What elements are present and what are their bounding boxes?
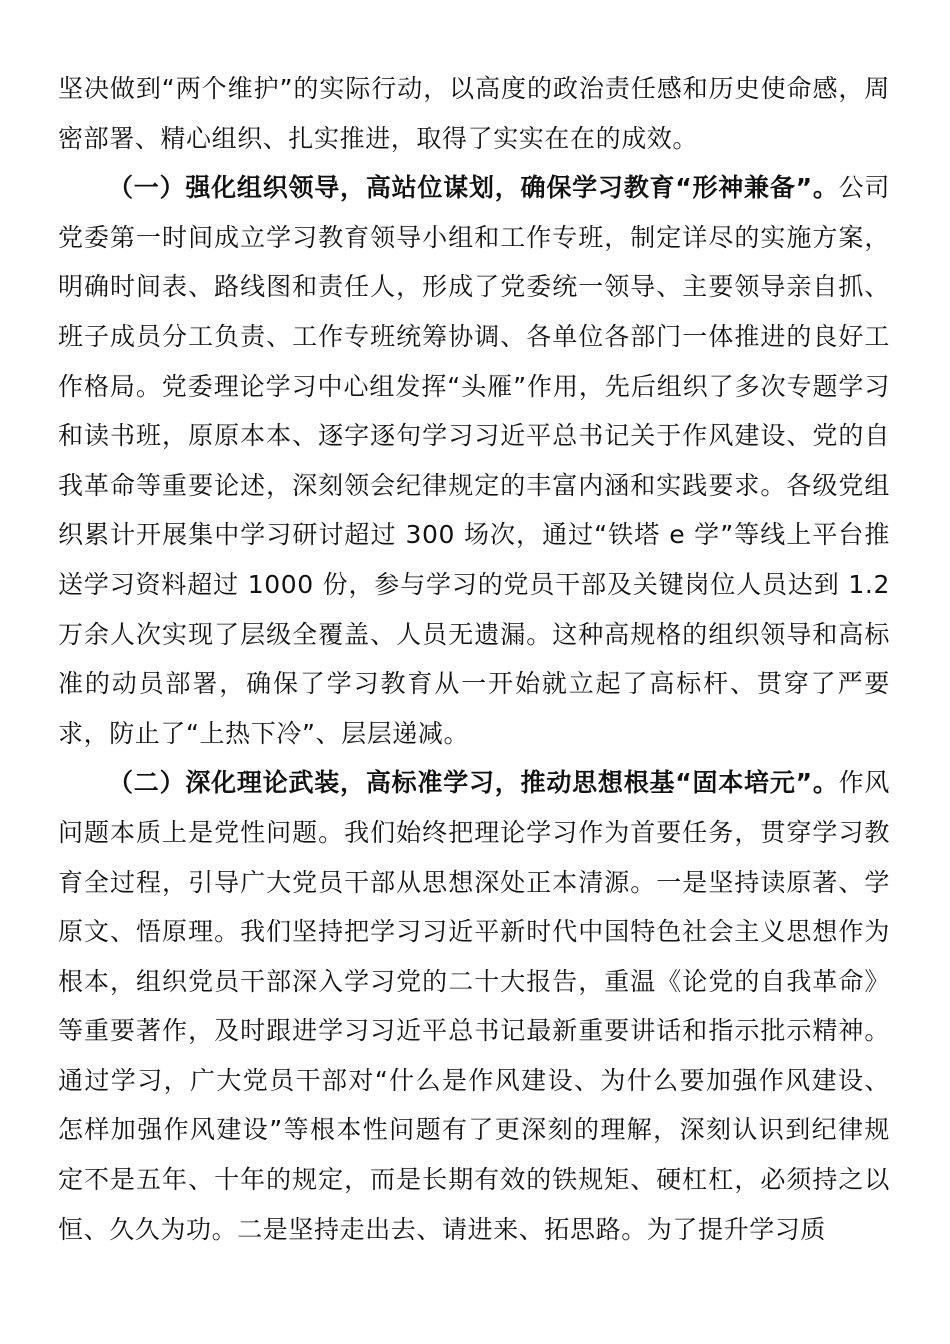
paragraph-section-1 <box>58 163 890 758</box>
section-2-text: 作风问题本质上是党性问题。我们始终把理论学习作为首要任务，贯穿学习教育全过程，引导广大党员干部从思想深处正本清源。一是坚持读原著、学原文、悟原理。我们坚持把学习习近平新时代中国特色社会主义思想作为根本，组织党员干部深入学习党的二十大报告，重温《论党的自我革命》等重要著作，及时跟进学习习近平总书记最新重要讲话和指示批示精神。通过学习，广大党员干部对“什么是作风建设、为什么要加强作风建设、怎样加强作风建设”等根本性问题有了更深刻的理解，深刻认识到纪律规定不是五年、十年的规定，而是长期有效的铁规矩、硬杠杠，必须持之以恒、久久为功。二是坚持走出去、请进来、拓思路。为了提升学习质 <box>58 768 891 1244</box>
paragraph-intro-text: 坚决做到“两个维护”的实际行动，以高度的政治责任感和历史使命感，周密部署、精心组织、扎实推进，取得了实实在在的成效。 <box>58 74 890 153</box>
document-body <box>58 64 890 1254</box>
paragraph-intro <box>58 64 890 163</box>
section-2-heading: （二）深化理论武装，高标准学习，推动思想根基“固本培元”。 <box>108 768 839 798</box>
section-1-text: 公司党委第一时间成立学习教育领导小组和工作专班，制定详尽的实施方案，明确时间表、路线图和责任人，形成了党委统一领导、主要领导亲自抓、班子成员分工负责、工作专班统筹协调、各单位各部门一体推进的良好工作格局。党委理论学习中心组发挥“头雁”作用，先后组织了多次专题学习和读书班，原原本本、逐字逐句学习习近平总书记关于作风建设、党的自我革命等重要论述，深刻领会纪律规定的丰富内涵和实践要求。各级党组织累计开展集中学习研讨超过 300 场次，通过“铁塔 e 学”等线上平台推送学习资料超过 1000 份，参与学习的党员干部及关键岗位人员达到 1.2 万余人次实现了层级全覆盖、人员无遗漏。这种高规格的组织领导和高标准的动员部署，确保了学习教育从一开始就立起了高标杆、贯穿了严要求，防止了“上热下冷”、层层递减。 <box>58 173 891 748</box>
paragraph-section-2 <box>58 758 890 1254</box>
section-1-heading: （一）强化组织领导，高站位谋划，确保学习教育“形神兼备”。 <box>108 173 839 203</box>
